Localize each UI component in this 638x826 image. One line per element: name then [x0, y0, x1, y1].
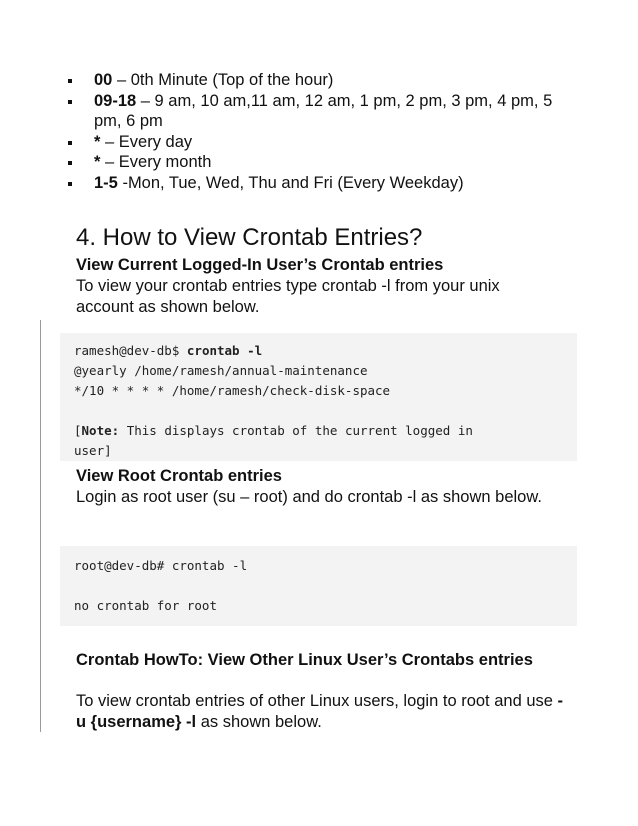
code-block-root — [60, 546, 577, 626]
list-item-key: * — [94, 132, 101, 151]
list-item-text: -Mon, Tue, Wed, Thu and Fri (Every Weekday) — [117, 173, 464, 192]
code-line: */10 * * * * /home/ramesh/check-disk-space — [74, 383, 391, 398]
list-item-key: * — [94, 153, 101, 172]
list-item-text: – Every month — [100, 153, 212, 172]
code-spacer — [74, 401, 563, 421]
code-spacer — [74, 576, 563, 596]
code-note-text: This displays crontab of the current logged in — [119, 423, 473, 438]
code-line: no crontab for root — [74, 598, 217, 613]
list-item — [66, 132, 566, 153]
list-item — [66, 173, 566, 194]
code-line — [74, 341, 563, 361]
bullet-icon — [68, 100, 72, 104]
list-item-key: 09-18 — [94, 91, 137, 110]
other-user-body-option: -u {username} -l — [76, 692, 564, 731]
list-item-text: – 9 am, 10 am,11 am, 12 am, 1 pm, 2 pm, 3 pm, 4 pm, 5 pm, 6 pm — [94, 91, 553, 131]
other-user-heading: Crontab HowTo: View Other Linux User’s Crontabs entries — [76, 651, 533, 669]
bullet-icon — [68, 141, 72, 145]
list-item — [66, 70, 566, 91]
bullet-icon — [68, 161, 72, 165]
other-user-body-text: To view crontab entries of other Linux users, login to root and use — [76, 692, 558, 710]
code-bracket: [ — [74, 423, 82, 438]
code-command: crontab -l — [186, 343, 263, 358]
code-line: root@dev-db# crontab -l — [74, 558, 248, 573]
list-item-key: 00 — [94, 71, 113, 89]
code-line: @yearly /home/ramesh/annual-maintenance — [74, 363, 368, 378]
other-user-body-tail: as shown below. — [196, 712, 322, 731]
root-heading: View Root Crontab entries — [76, 467, 282, 485]
other-user-body — [76, 691, 566, 732]
current-user-heading: View Current Logged-In User’s Crontab entries — [76, 256, 444, 274]
left-margin-rule — [40, 320, 41, 732]
root-body: Login as root user (su – root) and do crontab -l as shown below. — [76, 488, 542, 506]
code-line — [74, 421, 563, 441]
list-item — [66, 152, 566, 173]
current-user-body: To view your crontab entries type crontab -l from your unix account as shown below. — [76, 277, 500, 316]
section-title: 4. How to View Crontab Entries? — [76, 224, 423, 251]
bullet-icon — [68, 182, 72, 186]
list-item — [66, 91, 566, 132]
list-item-text: – 0th Minute (Top of the hour) — [112, 71, 334, 89]
list-item-key: 1-5 — [94, 173, 118, 192]
code-line: user] — [74, 443, 112, 458]
bullet-icon — [68, 79, 72, 83]
code-note-label: Note: — [81, 423, 120, 438]
list-item-text: – Every day — [100, 132, 193, 151]
cron-field-list — [66, 70, 566, 194]
code-block-current-user — [60, 333, 577, 461]
code-prompt: ramesh@dev-db$ — [74, 343, 187, 358]
